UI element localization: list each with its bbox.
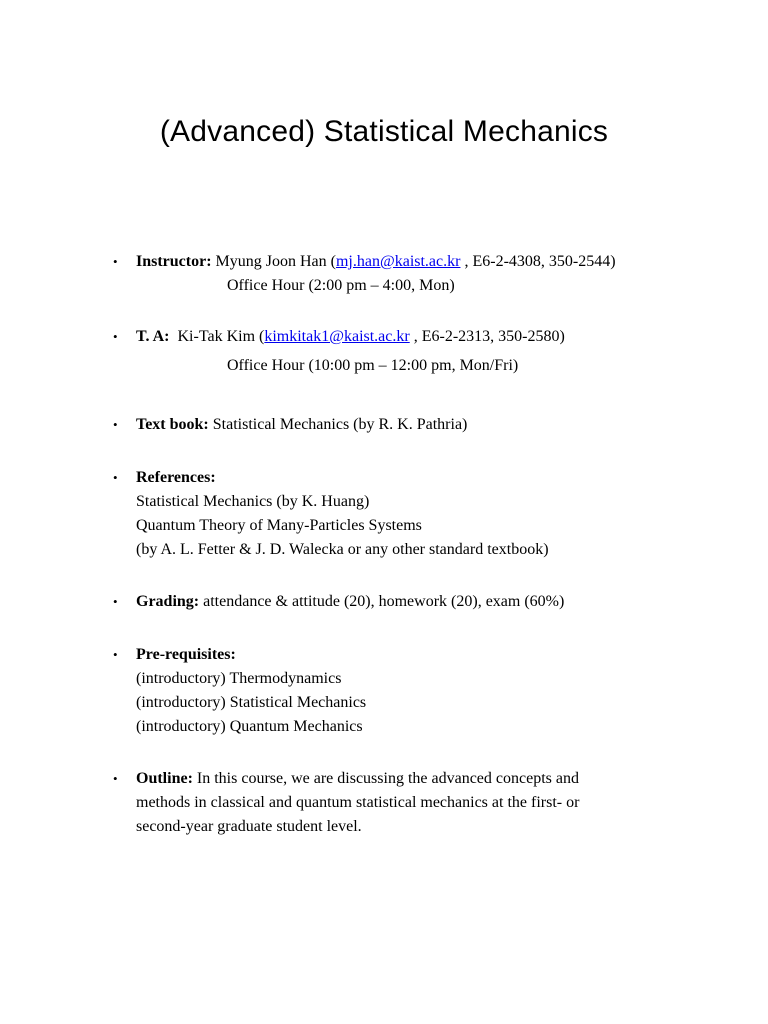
textbook-value: Statistical Mechanics (by R. K. Pathria): [212, 416, 468, 433]
prerequisite-line: (introductory) Thermodynamics: [136, 670, 342, 687]
grading-label: Grading:: [136, 593, 200, 610]
bullet-icon: •: [113, 254, 118, 269]
ta-office-hour: Office Hour (10:00 pm – 12:00 pm, Mon/Fri): [227, 357, 519, 374]
prerequisites-label: Pre-requisites:: [136, 646, 236, 663]
bullet-icon: •: [113, 470, 118, 485]
outline-line: In this course, we are discussing the advanced concepts and: [196, 770, 579, 787]
ta-contact: , E6-2-2313, 350-2580): [409, 328, 565, 345]
reference-line: Statistical Mechanics (by K. Huang): [136, 493, 370, 510]
grading-value: attendance & attitude (20), homework (20), exam (60%): [203, 593, 565, 610]
outline-line: second-year graduate student level.: [136, 818, 362, 835]
bullet-icon: •: [113, 647, 118, 662]
instructor-email-link[interactable]: mj.han@kaist.ac.kr: [335, 253, 461, 270]
instructor-office-hour: Office Hour (2:00 pm – 4:00, Mon): [227, 277, 455, 294]
textbook-label: Text book:: [136, 416, 209, 433]
bullet-icon: •: [113, 329, 118, 344]
prerequisite-line: (introductory) Statistical Mechanics: [136, 694, 367, 711]
prerequisite-line: (introductory) Quantum Mechanics: [136, 718, 363, 735]
reference-line: Quantum Theory of Many-Particles Systems: [136, 517, 422, 534]
bullet-icon: •: [113, 771, 118, 786]
outline-line: methods in classical and quantum statistical mechanics at the first- or: [136, 794, 580, 811]
ta-name: Ki-Tak Kim (: [177, 328, 265, 345]
ta-label: T. A:: [136, 328, 170, 345]
reference-line: (by A. L. Fetter & J. D. Walecka or any other standard textbook): [136, 541, 549, 558]
instructor-contact: , E6-2-4308, 350-2544): [460, 253, 616, 270]
bullet-icon: •: [113, 594, 118, 609]
page-title: (Advanced) Statistical Mechanics: [159, 115, 609, 148]
ta-email-link[interactable]: kimkitak1@kaist.ac.kr: [264, 328, 410, 345]
bullet-icon: •: [113, 417, 118, 432]
outline-label: Outline:: [136, 770, 193, 787]
instructor-label: Instructor:: [136, 253, 212, 270]
references-label: References:: [136, 469, 216, 486]
instructor-name: Myung Joon Han (: [215, 253, 336, 270]
